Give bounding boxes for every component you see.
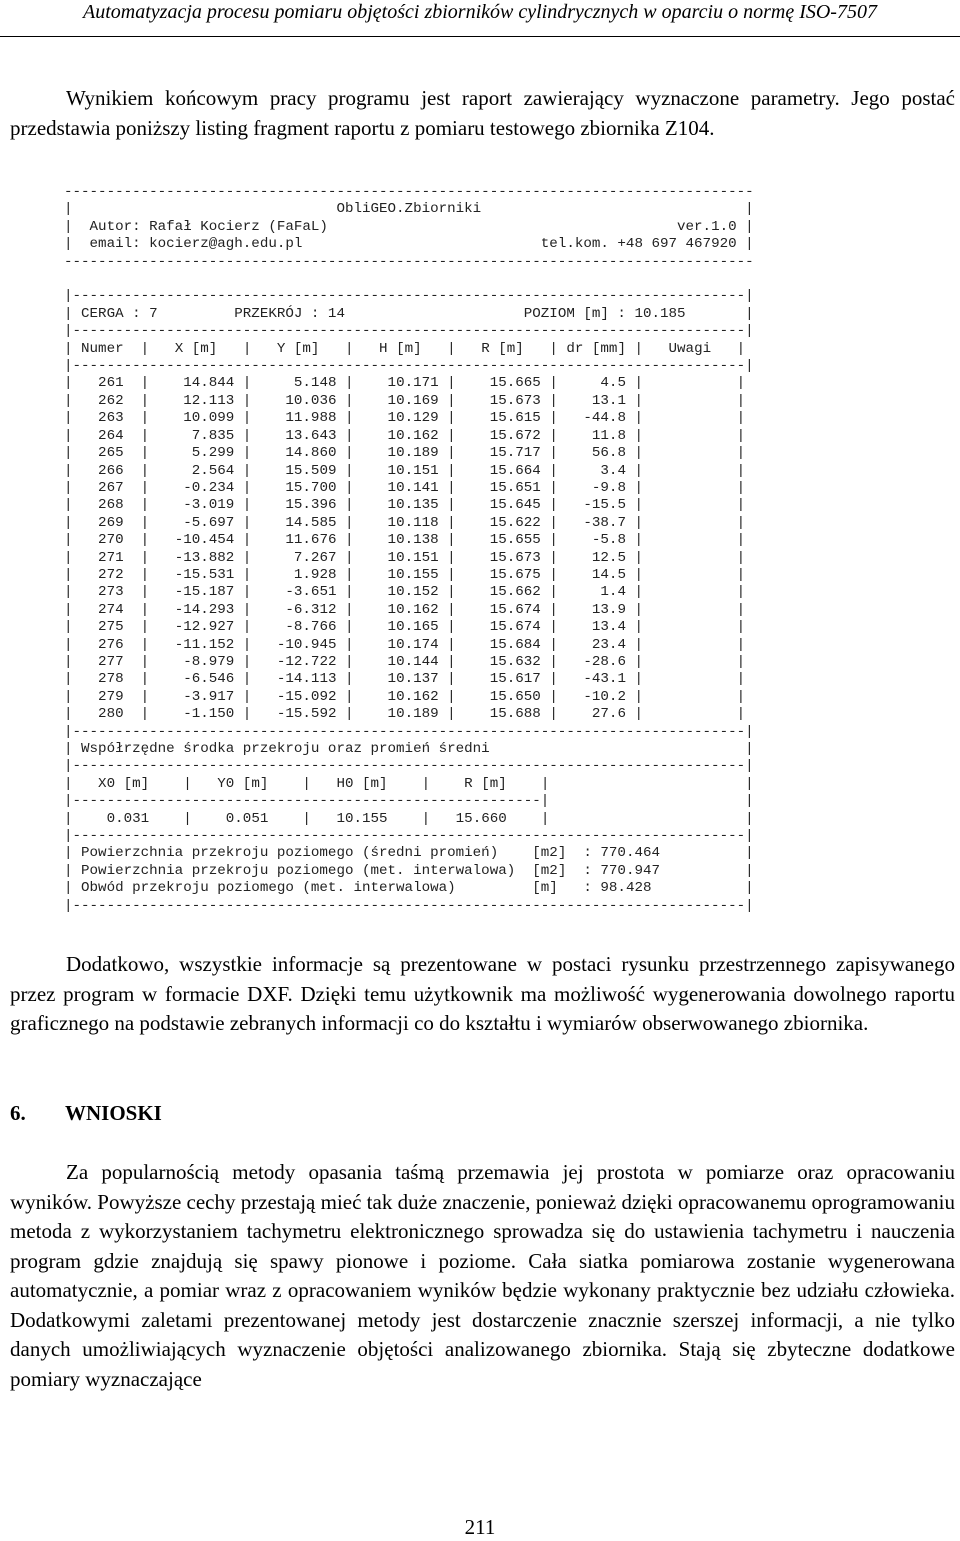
table-cell: 11.988 — [251, 410, 337, 427]
summary-value: 770.464 — [600, 845, 661, 862]
table-cell: 11.676 — [251, 532, 337, 549]
table-cell: 263 — [72, 410, 124, 427]
section-heading — [10, 1098, 162, 1128]
table-cell: -15.092 — [251, 688, 337, 705]
table-cell: 271 — [72, 549, 124, 566]
running-title: Automatyzacja procesu pomiaru objętości zbiorników cylindrycznych w oparciu o normę ISO-7507 — [83, 1, 877, 23]
center-column-header: Y0 [m] — [191, 775, 303, 792]
listing-line: |-------------------------------------------------------------------------------| — [64, 828, 754, 845]
table-cell: 276 — [72, 636, 124, 653]
table-cell: -43.1 — [557, 671, 626, 688]
table-cell: 280 — [72, 706, 124, 723]
listing-line: |-------------------------------------------------------------------------------| — [64, 723, 754, 740]
table-cell: -14.113 — [251, 671, 337, 688]
email: email: kocierz@agh.edu.pl — [89, 236, 303, 253]
summary-label: Powierzchnia przekroju poziomego (średni promień) — [81, 845, 533, 862]
table-cell: 267 — [72, 479, 124, 496]
table-cell: 270 — [72, 532, 124, 549]
summary-unit: [m2] — [532, 845, 575, 862]
listing-line: | 266 | 2.564 | 15.509 | 10.151 | 15.664 | 3.4 | | — [64, 462, 746, 479]
table-cell: 14.585 — [251, 514, 337, 531]
table-cell: 15.688 — [455, 706, 541, 723]
listing-line: | 276 | -11.152 | -10.945 | 10.174 | 15.684 | 23.4 | | — [64, 636, 746, 653]
table-cell: 13.4 — [557, 619, 626, 636]
listing-line: | 265 | 5.299 | 14.860 | 10.189 | 15.717 | 56.8 | | — [64, 445, 746, 462]
table-cell: 10.144 — [353, 653, 439, 670]
table-cell: 10.137 — [353, 671, 439, 688]
table-cell: 15.655 — [455, 532, 541, 549]
column-header: Numer — [72, 340, 141, 357]
listing-line: |-------------------------------------------------------------------------------| — [64, 758, 754, 775]
table-cell: -12.722 — [251, 653, 337, 670]
listing-line: | 263 | 10.099 | 11.988 | 10.129 | 15.615 | -44.8 | | — [64, 410, 746, 427]
summary-unit: [m2] — [532, 862, 575, 879]
table-cell: 265 — [72, 445, 124, 462]
listing-line: | X0 [m] | Y0 [m] | H0 [m] | R [m] | | — [64, 775, 754, 792]
table-cell: 10.165 — [353, 619, 439, 636]
table-cell: -15.5 — [557, 497, 626, 514]
table-cell — [643, 637, 737, 653]
listing-line: | 261 | 14.844 | 5.148 | 10.171 | 15.665 | 4.5 | | — [64, 375, 746, 392]
table-cell: -28.6 — [557, 653, 626, 670]
table-cell: -5.8 — [557, 532, 626, 549]
table-cell: -11.152 — [149, 636, 235, 653]
table-cell: -1.150 — [149, 706, 235, 723]
listing-line: | 273 | -15.187 | -3.651 | 10.152 | 15.662 | 1.4 | | — [64, 584, 746, 601]
summary-unit: [m] — [532, 880, 575, 897]
table-cell: 10.099 — [149, 410, 235, 427]
table-cell: -15.531 — [149, 566, 235, 583]
listing-line: | Autor: Rafał Kocierz (FaFaL) ver.1.0 | — [64, 218, 754, 235]
table-cell — [643, 619, 737, 635]
table-cell: 15.651 — [455, 479, 541, 496]
table-cell: -3.917 — [149, 688, 235, 705]
listing-line: |-------------------------------------------------------| | — [64, 793, 754, 810]
listing-line: | CERGA : 7 PRZEKRÓJ : 14 POZIOM [m] : 10.185 | — [64, 305, 754, 322]
table-cell: 14.860 — [251, 445, 337, 462]
center-value: 10.155 — [310, 810, 422, 827]
table-cell: 10.118 — [353, 514, 439, 531]
section-title: WNIOSKI — [65, 1101, 162, 1125]
table-cell: 13.1 — [557, 392, 626, 409]
center-column-header: H0 [m] — [310, 775, 422, 792]
table-cell: 10.152 — [353, 584, 439, 601]
table-cell: -15.592 — [251, 706, 337, 723]
page-number: 211 — [464, 1515, 496, 1539]
table-cell: 277 — [72, 653, 124, 670]
table-cell: 5.148 — [251, 375, 337, 392]
column-header: H [m] — [353, 340, 448, 357]
summary-label: Powierzchnia przekroju poziomego (met. interwalowa) — [81, 862, 533, 879]
listing-line: |-------------------------------------------------------------------------------| — [64, 288, 754, 305]
table-cell — [643, 654, 737, 670]
table-cell — [643, 480, 737, 496]
intro-paragraph: Wynikiem końcowym pracy programu jest raport zawierający wyznaczone parametry. Jego postać przedstawia poniższy listing fragment raportu z pomiaru testowego zbiornika Z104. — [10, 86, 955, 140]
column-header: Uwagi — [642, 340, 737, 357]
table-cell: 278 — [72, 671, 124, 688]
table-cell: 279 — [72, 688, 124, 705]
table-cell: 4.5 — [557, 375, 626, 392]
table-cell: -13.882 — [149, 549, 235, 566]
table-cell: -10.2 — [557, 688, 626, 705]
table-cell — [643, 532, 737, 548]
przekroj: PRZEKRÓJ : 14 — [234, 305, 345, 322]
center-title: Współrzędne środka przekroju oraz promień średni — [81, 741, 746, 757]
table-cell: 10.189 — [353, 706, 439, 723]
table-cell — [643, 584, 737, 600]
center-value: 0.031 — [72, 810, 184, 827]
listing-line: --------------------------------------------------------------------------------- — [64, 184, 754, 200]
table-cell: 273 — [72, 584, 124, 601]
table-cell: -3.651 — [251, 584, 337, 601]
listing-line: | 0.031 | 0.051 | 10.155 | 15.660 | | — [64, 810, 754, 827]
table-cell: 14.5 — [557, 566, 626, 583]
table-cell: 15.664 — [455, 462, 541, 479]
table-cell — [643, 602, 737, 618]
table-cell: 10.162 — [353, 427, 439, 444]
table-cell: -15.187 — [149, 584, 235, 601]
table-cell: -0.234 — [149, 479, 235, 496]
table-cell: -10.454 — [149, 532, 235, 549]
listing-line: --------------------------------------------------------------------------------- — [64, 253, 754, 270]
table-cell: 14.844 — [149, 375, 235, 392]
running-header — [0, 0, 960, 37]
table-cell: -9.8 — [557, 479, 626, 496]
table-cell: 12.5 — [557, 549, 626, 566]
listing-line: |-------------------------------------------------------------------------------| — [64, 897, 754, 914]
table-cell — [643, 497, 737, 513]
table-cell: 15.645 — [455, 497, 541, 514]
column-header: Y [m] — [251, 340, 345, 357]
center-value: 0.051 — [191, 810, 303, 827]
table-cell: 15.650 — [455, 688, 541, 705]
table-cell: 11.8 — [557, 427, 626, 444]
listing-line: | Powierzchnia przekroju poziomego (met. interwalowa) [m2] : 770.947 | — [64, 862, 754, 879]
table-cell — [643, 706, 737, 722]
table-cell: 27.6 — [557, 706, 626, 723]
table-cell: 10.135 — [353, 497, 439, 514]
table-cell: 15.700 — [251, 479, 337, 496]
table-cell: 23.4 — [557, 636, 626, 653]
table-cell: 15.509 — [251, 462, 337, 479]
table-cell: 56.8 — [557, 445, 626, 462]
listing-line: | Numer | X [m] | Y [m] | H [m] | R [m] | dr [mm] | Uwagi | — [64, 340, 746, 357]
table-cell: 10.189 — [353, 445, 439, 462]
table-cell: 3.4 — [557, 462, 626, 479]
table-cell: -6.312 — [251, 601, 337, 618]
center-column-header: R [m] — [430, 775, 541, 792]
table-cell: 15.396 — [251, 497, 337, 514]
listing-line: | Powierzchnia przekroju poziomego (średni promień) [m2] : 770.464 | — [64, 845, 754, 862]
table-cell: 272 — [72, 566, 124, 583]
table-cell: 275 — [72, 619, 124, 636]
table-cell — [643, 375, 737, 391]
table-cell: 15.673 — [455, 392, 541, 409]
table-cell: 12.113 — [149, 392, 235, 409]
table-cell: 15.617 — [455, 671, 541, 688]
table-cell — [643, 550, 737, 566]
table-cell — [643, 410, 737, 426]
table-cell — [643, 689, 737, 705]
phone: tel.kom. +48 697 467920 — [540, 236, 737, 253]
table-cell — [643, 567, 737, 583]
listing-line: | 280 | -1.150 | -15.592 | 10.189 | 15.688 | 27.6 | | — [64, 706, 746, 723]
center-column-header: X0 [m] — [72, 775, 184, 792]
table-cell: 268 — [72, 497, 124, 514]
table-cell: 1.4 — [557, 584, 626, 601]
listing-line: | 270 | -10.454 | 11.676 | 10.138 | 15.655 | -5.8 | | — [64, 532, 746, 549]
author: Autor: Rafał Kocierz (FaFaL) — [89, 218, 328, 235]
table-cell — [643, 671, 737, 687]
table-cell: -44.8 — [557, 410, 626, 427]
listing-line: | 268 | -3.019 | 15.396 | 10.135 | 15.645 | -15.5 | | — [64, 497, 746, 514]
table-cell: 10.174 — [353, 636, 439, 653]
conclusions-paragraph: Za popularnością metody opasania taśmą przemawia jej prostota w pomiarze oraz opracowaniu wyników. Powyższe cechy przestają mieć tak duże znaczenie, ponieważ dzięki opracowanemu oprogramowaniu metoda z wykorzystaniem tachymetru elektronicznego sprowadza się do ustawienia tachymetru i nauczenia program gdzie znajdują się spawy pionowe i poziome. Cała siatka pomiarowa zostanie wygenerowana automatycznie, a pomiar wraz z opracowaniem wyników będzie wykonany praktycznie bez udziału człowieka. Dodatkowymi zaletami prezentowanej metody jest dostarczenie znacznie szerszej informacji, a nie tylko danych umożliwiających wyznaczenie objętości analizowanego zbiornika. Stają się zbyteczne dodatkowe pomiary wyznaczające — [10, 1160, 955, 1391]
table-cell: -38.7 — [557, 514, 626, 531]
poziom: POZIOM [m] : 10.185 — [523, 305, 686, 322]
program-name: ObliGEO.Zbiorniki — [72, 201, 746, 218]
column-header: R [m] — [455, 340, 550, 357]
listing-line: | 269 | -5.697 | 14.585 | 10.118 | 15.622 | -38.7 | | — [64, 514, 746, 531]
listing-line: | 267 | -0.234 | 15.700 | 10.141 | 15.651 | -9.8 | | — [64, 479, 746, 496]
table-cell — [643, 463, 737, 479]
table-cell — [643, 428, 737, 444]
table-cell: 15.674 — [455, 619, 541, 636]
table-cell: 10.129 — [353, 410, 439, 427]
table-cell: 10.162 — [353, 688, 439, 705]
table-cell: 10.141 — [353, 479, 439, 496]
summary-value: 770.947 — [600, 862, 661, 879]
table-cell: -8.766 — [251, 619, 337, 636]
section-number: 6. — [10, 1101, 26, 1125]
summary-label: Obwód przekroju poziomego (met. interwalowa) — [81, 880, 533, 897]
table-cell: 10.162 — [353, 601, 439, 618]
table-cell — [643, 393, 737, 409]
table-cell: 264 — [72, 427, 124, 444]
listing-line: | 279 | -3.917 | -15.092 | 10.162 | 15.650 | -10.2 | | — [64, 688, 746, 705]
table-cell: 266 — [72, 462, 124, 479]
listing-line: |-------------------------------------------------------------------------------| — [64, 358, 754, 375]
table-cell: 10.169 — [353, 392, 439, 409]
listing-line: | email: kocierz@agh.edu.pl tel.kom. +48 697 467920 | — [64, 236, 754, 253]
table-cell: 13.643 — [251, 427, 337, 444]
table-cell: -6.546 — [149, 671, 235, 688]
listing-line: | Współrzędne środka przekroju oraz promień średni | — [64, 741, 754, 757]
table-cell: -12.927 — [149, 619, 235, 636]
listing-line: | 262 | 12.113 | 10.036 | 10.169 | 15.673 | 13.1 | | — [64, 392, 746, 409]
table-cell: 15.615 — [455, 410, 541, 427]
table-cell: 7.267 — [251, 549, 337, 566]
table-cell — [643, 515, 737, 531]
table-cell: 15.717 — [455, 445, 541, 462]
table-cell: 13.9 — [557, 601, 626, 618]
table-cell: -10.945 — [251, 636, 337, 653]
table-cell: 262 — [72, 392, 124, 409]
listing-line: |-------------------------------------------------------------------------------| — [64, 323, 754, 340]
listing-line: | 278 | -6.546 | -14.113 | 10.137 | 15.617 | -43.1 | | — [64, 671, 746, 688]
table-cell: 15.665 — [455, 375, 541, 392]
table-cell — [643, 445, 737, 461]
center-value: 15.660 — [430, 810, 541, 827]
listing-line: | Obwód przekroju poziomego (met. interwalowa) [m] : 98.428 | — [64, 880, 754, 897]
table-cell: 7.835 — [149, 427, 235, 444]
listing-line — [64, 271, 754, 288]
table-cell: 15.662 — [455, 584, 541, 601]
table-cell: -3.019 — [149, 497, 235, 514]
table-cell: 10.151 — [353, 549, 439, 566]
listing-line: | 274 | -14.293 | -6.312 | 10.162 | 15.674 | 13.9 | | — [64, 601, 746, 618]
cerga: CERGA : 7 — [81, 305, 158, 322]
table-cell: 15.675 — [455, 566, 541, 583]
dxf-paragraph: Dodatkowo, wszystkie informacje są prezentowane w postaci rysunku przestrzennego zapisywanego przez program w formacie DXF. Dzięki temu użytkownik ma możliwość wygenerowania dowolnego raportu graficznego na podstawie zebranych informacji co do kształtu i wymiarów obserwowanego zbiornika. — [10, 952, 955, 1035]
table-cell: -14.293 — [149, 601, 235, 618]
table-cell: 15.672 — [455, 427, 541, 444]
table-cell: 1.928 — [251, 566, 337, 583]
table-cell: 15.684 — [455, 636, 541, 653]
table-cell: 10.155 — [353, 566, 439, 583]
table-cell: 15.622 — [455, 514, 541, 531]
table-cell: 10.171 — [353, 375, 439, 392]
listing-line: | 264 | 7.835 | 13.643 | 10.162 | 15.672 | 11.8 | | — [64, 427, 746, 444]
table-cell: 10.036 — [251, 392, 337, 409]
table-cell: 274 — [72, 601, 124, 618]
column-header: X [m] — [149, 340, 243, 357]
listing-line: | 272 | -15.531 | 1.928 | 10.155 | 15.675 | 14.5 | | — [64, 566, 746, 583]
table-cell: -8.979 — [149, 653, 235, 670]
table-cell: 10.138 — [353, 532, 439, 549]
version: ver.1.0 — [677, 218, 737, 235]
listing-line: | 277 | -8.979 | -12.722 | 10.144 | 15.632 | -28.6 | | — [64, 653, 746, 670]
listing-line: | 275 | -12.927 | -8.766 | 10.165 | 15.674 | 13.4 | | — [64, 619, 746, 636]
summary-value: 98.428 — [600, 880, 652, 897]
table-cell: 15.673 — [455, 549, 541, 566]
report-listing — [64, 184, 754, 915]
column-header: dr [mm] — [557, 340, 635, 357]
table-cell: -5.697 — [149, 514, 235, 531]
table-cell: 5.299 — [149, 445, 235, 462]
table-cell: 2.564 — [149, 462, 235, 479]
table-cell: 261 — [72, 375, 124, 392]
table-cell: 15.632 — [455, 653, 541, 670]
table-cell: 10.151 — [353, 462, 439, 479]
table-cell: 269 — [72, 514, 124, 531]
listing-line: | 271 | -13.882 | 7.267 | 10.151 | 15.673 | 12.5 | | — [64, 549, 746, 566]
table-cell: 15.674 — [455, 601, 541, 618]
listing-line: | ObliGEO.Zbiorniki | — [64, 201, 754, 218]
